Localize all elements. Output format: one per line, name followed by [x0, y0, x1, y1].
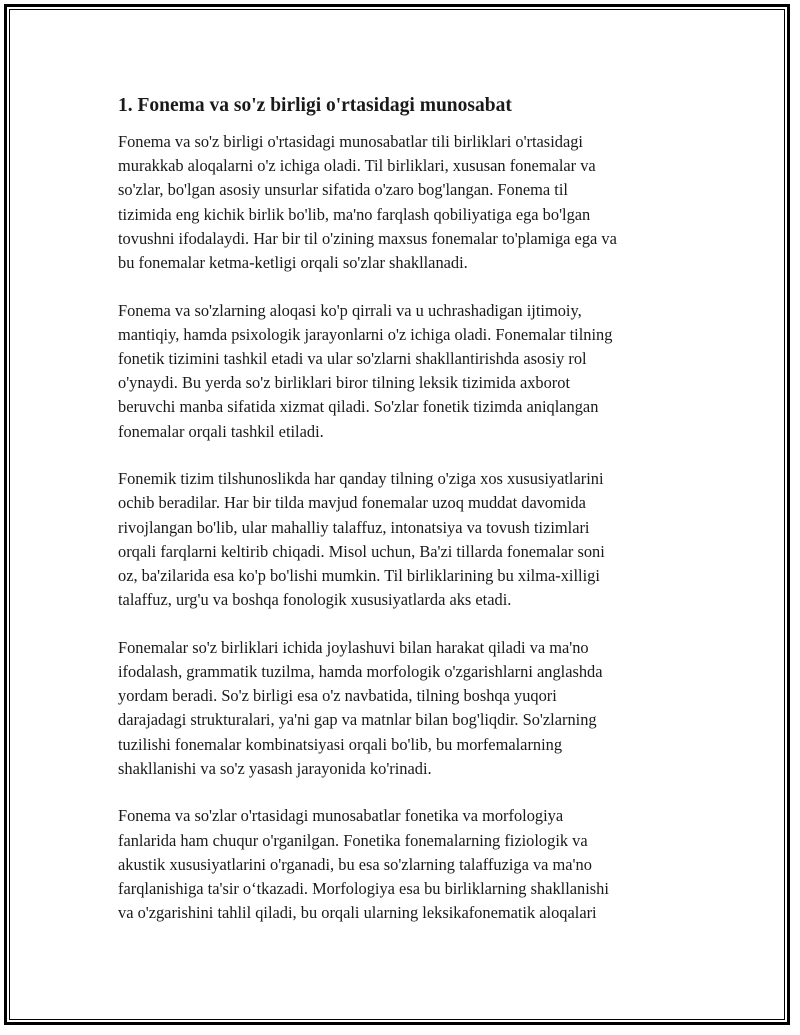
text-line: o'ynaydi. Bu yerda so'z birliklari biror tilning leksik tizimida axborot [118, 373, 571, 393]
text-line: akustik xususiyatlarini o'rganadi, bu esa so'zlarning talaffuziga va ma'no [118, 854, 592, 874]
text-line: fonemalar orqali tashkil etiladi. [118, 421, 324, 441]
text-line: tizimida eng kichik birlik bo'lib, ma'no farqlash qobiliyatiga ega bo'lgan [118, 204, 591, 224]
text-line: Fonema va so'zlar o'rtasidagi munosabatlar fonetika va morfologiya [118, 806, 564, 826]
text-line: ochib beradilar. Har bir tilda mavjud fonemalar uzoq muddat davomida [118, 493, 586, 513]
text-line: rivojlangan bo'lib, ular mahalliy talaffuz, intonatsiya va tovush tizimlari [118, 517, 590, 537]
paragraph-4 [118, 636, 678, 781]
paragraph-5 [118, 804, 678, 925]
paragraph-1 [118, 130, 678, 275]
text-line: ifodalash, grammatik tuzilma, hamda morfologik o'zgarishlarni anglashda [118, 662, 603, 682]
text-line: talaffuz, urg'u va boshqa fonologik xususiyatlarda aks etadi. [118, 590, 512, 610]
text-line: beruvchi manba sifatida xizmat qiladi. So'zlar fonetik tizimda aniqlangan [118, 397, 599, 417]
text-line: mantiqiy, hamda psixologik jarayonlarni o'z ichiga oladi. Fonemalar tilning [118, 324, 613, 344]
text-line: fanlarida ham chuqur o'rganilgan. Fonetika fonemalarning fiziologik va [118, 830, 588, 850]
text-line: Fonemalar so'z birliklari ichida joylashuvi bilan harakat qiladi va ma'no [118, 637, 589, 657]
text-line: bu fonemalar ketma-ketligi orqali so'zlar shakllanadi. [118, 253, 468, 273]
text-line: Fonema va so'zlarning aloqasi ko'p qirrali va u uchrashadigan ijtimoiy, [118, 300, 582, 320]
document-body [118, 93, 678, 949]
paragraph-2 [118, 299, 678, 444]
text-line: tuzilishi fonemalar kombinatsiyasi orqali bo'lib, bu morfemalarning [118, 734, 563, 754]
text-line: murakkab aloqalarni o'z ichiga oladi. Til birliklari, xususan fonemalar va [118, 156, 596, 176]
text-line: farqlanishiga ta'sir o‘tkazadi. Morfologiya esa bu birliklarning shakllanishi [118, 879, 609, 899]
text-line: shakllanishi va so'z yasash jarayonida ko'rinadi. [118, 758, 432, 778]
section-heading: 1. Fonema va so'z birligi o'rtasidagi munosabat [118, 95, 512, 116]
text-line: tovushni ifodalaydi. Har bir til o'zining maxsus fonemalar to'plamiga ega va [118, 228, 617, 248]
text-line: darajadagi strukturalari, ya'ni gap va matnlar bilan bog'liqdir. So'zlarning [118, 710, 597, 730]
text-line: Fonema va so'z birligi o'rtasidagi munosabatlar tili birliklari o'rtasidagi [118, 132, 583, 151]
text-line: fonetik tizimini tashkil etadi va ular so'zlarni shakllantirishda asosiy rol [118, 349, 587, 369]
text-line: so'zlar, bo'lgan asosiy unsurlar sifatida o'zaro bog'langan. Fonema til [118, 180, 568, 200]
text-line: va o'zgarishini tahlil qiladi, bu orqali ularning leksikafonematik aloqalari [118, 903, 597, 923]
text-line: oz, ba'zilarida esa ko'p bo'lishi mumkin. Til birliklarining bu xilma-xilligi [118, 566, 600, 586]
text-line: yordam beradi. So'z birligi esa o'z navbatida, tilning boshqa yuqori [118, 686, 557, 706]
paragraph-3 [118, 467, 678, 612]
text-line: Fonemik tizim tilshunoslikda har qanday tilning o'ziga xos xususiyatlarini [118, 469, 604, 489]
text-line: orqali farqlarni keltirib chiqadi. Misol uchun, Ba'zi tillarda fonemalar soni [118, 541, 605, 561]
